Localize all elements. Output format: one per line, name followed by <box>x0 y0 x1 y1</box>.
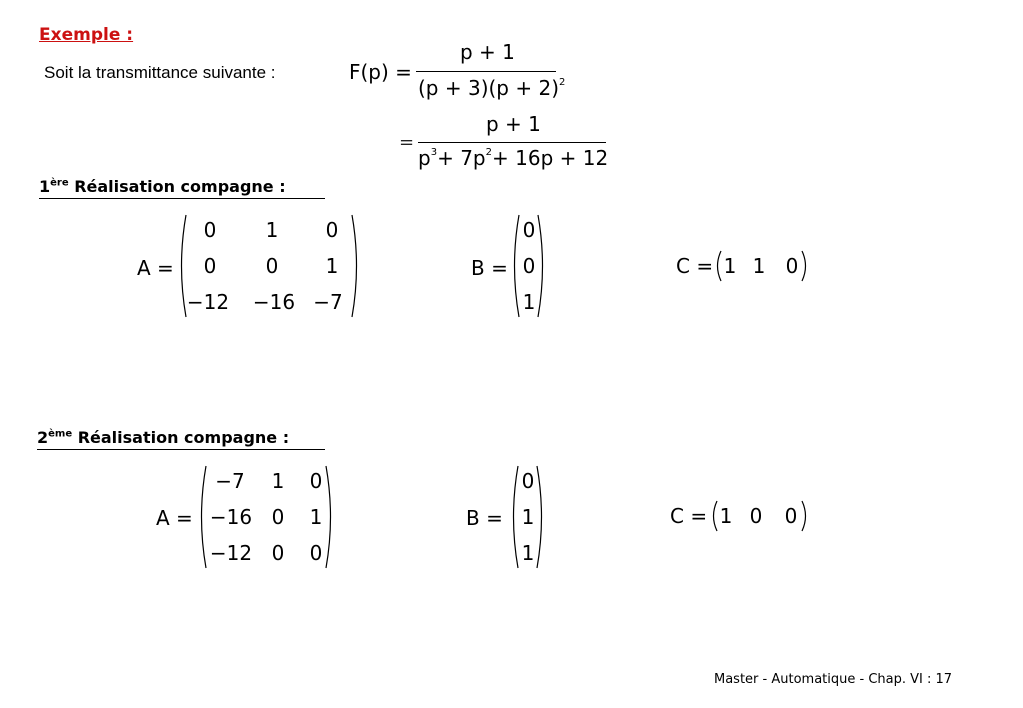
r2-C-cell: 0 <box>749 504 763 528</box>
r1-A-label: A = <box>137 256 174 280</box>
transfer-lhs: F(p) = <box>349 60 412 84</box>
r1-C-label: C = <box>676 254 714 278</box>
r2-C-cell: 0 <box>784 504 798 528</box>
r2-A-cell: −12 <box>209 541 253 565</box>
r2-A-label: A = <box>156 506 193 530</box>
r1-A-cell: 1 <box>265 218 279 242</box>
r2-A-cell: 0 <box>271 541 285 565</box>
transfer-numerator: p + 1 <box>460 40 515 64</box>
r1-A-cell: 1 <box>325 254 339 278</box>
r1-C-right-paren <box>800 251 810 281</box>
section-2-heading: 2ème Réalisation compagne : <box>37 428 290 447</box>
r1-B-cell: 1 <box>522 290 536 314</box>
fraction-bar-1 <box>416 71 556 72</box>
section-1-heading: 1ère Réalisation compagne : <box>39 177 286 196</box>
footer-text: Master - Automatique - Chap. VI : 17 <box>714 672 953 687</box>
r2-A-cell: 0 <box>309 469 323 493</box>
transfer-denominator-2: $p^3+ 7p^2+ 16p + 12$ <box>418 146 609 170</box>
transfer-denominator-1: $(p + 3)(p + 2)^2$ <box>418 76 566 100</box>
r1-A-cell: 0 <box>203 254 217 278</box>
r1-A-cell: 0 <box>325 218 339 242</box>
r1-A-cell: −16 <box>252 290 296 314</box>
transfer-equals-2: = <box>399 132 415 153</box>
r2-B-cell: 1 <box>521 541 535 565</box>
r2-C-cell: 1 <box>719 504 733 528</box>
transfer-numerator-2: p + 1 <box>486 112 541 136</box>
r1-A-cell: 0 <box>203 218 217 242</box>
denominator-exponent: 2 <box>559 77 566 88</box>
r1-A-cell: 0 <box>265 254 279 278</box>
r2-B-cell: 1 <box>521 505 535 529</box>
r2-B-label: B = <box>466 506 503 530</box>
r2-A-cell: 1 <box>309 505 323 529</box>
r1-C-cell: 0 <box>785 254 799 278</box>
intro-text: Soit la transmittance suivante : <box>44 63 276 82</box>
r2-B-cell: 0 <box>521 469 535 493</box>
r1-B-cell: 0 <box>522 254 536 278</box>
r2-A-cell: 1 <box>271 469 285 493</box>
r2-A-cell: 0 <box>309 541 323 565</box>
r2-A-cell: −16 <box>209 505 253 529</box>
exponent-3: 3 <box>430 147 438 158</box>
r1-A-cell: −7 <box>313 290 343 314</box>
r2-C-label: C = <box>670 504 708 528</box>
section-2-underline <box>37 449 325 450</box>
r2-A-cell: −7 <box>215 469 245 493</box>
fraction-bar-2 <box>418 142 606 143</box>
example-heading: Exemple : <box>39 25 134 45</box>
r2-A-cell: 0 <box>271 505 285 529</box>
r1-C-cell: 1 <box>723 254 737 278</box>
section-1-underline <box>39 198 325 199</box>
r1-B-cell: 0 <box>522 218 536 242</box>
r1-B-label: B = <box>471 256 508 280</box>
r2-C-right-paren <box>800 501 810 531</box>
r1-A-cell: −12 <box>186 290 230 314</box>
r1-C-cell: 1 <box>752 254 766 278</box>
exponent-2: 2 <box>485 147 492 158</box>
